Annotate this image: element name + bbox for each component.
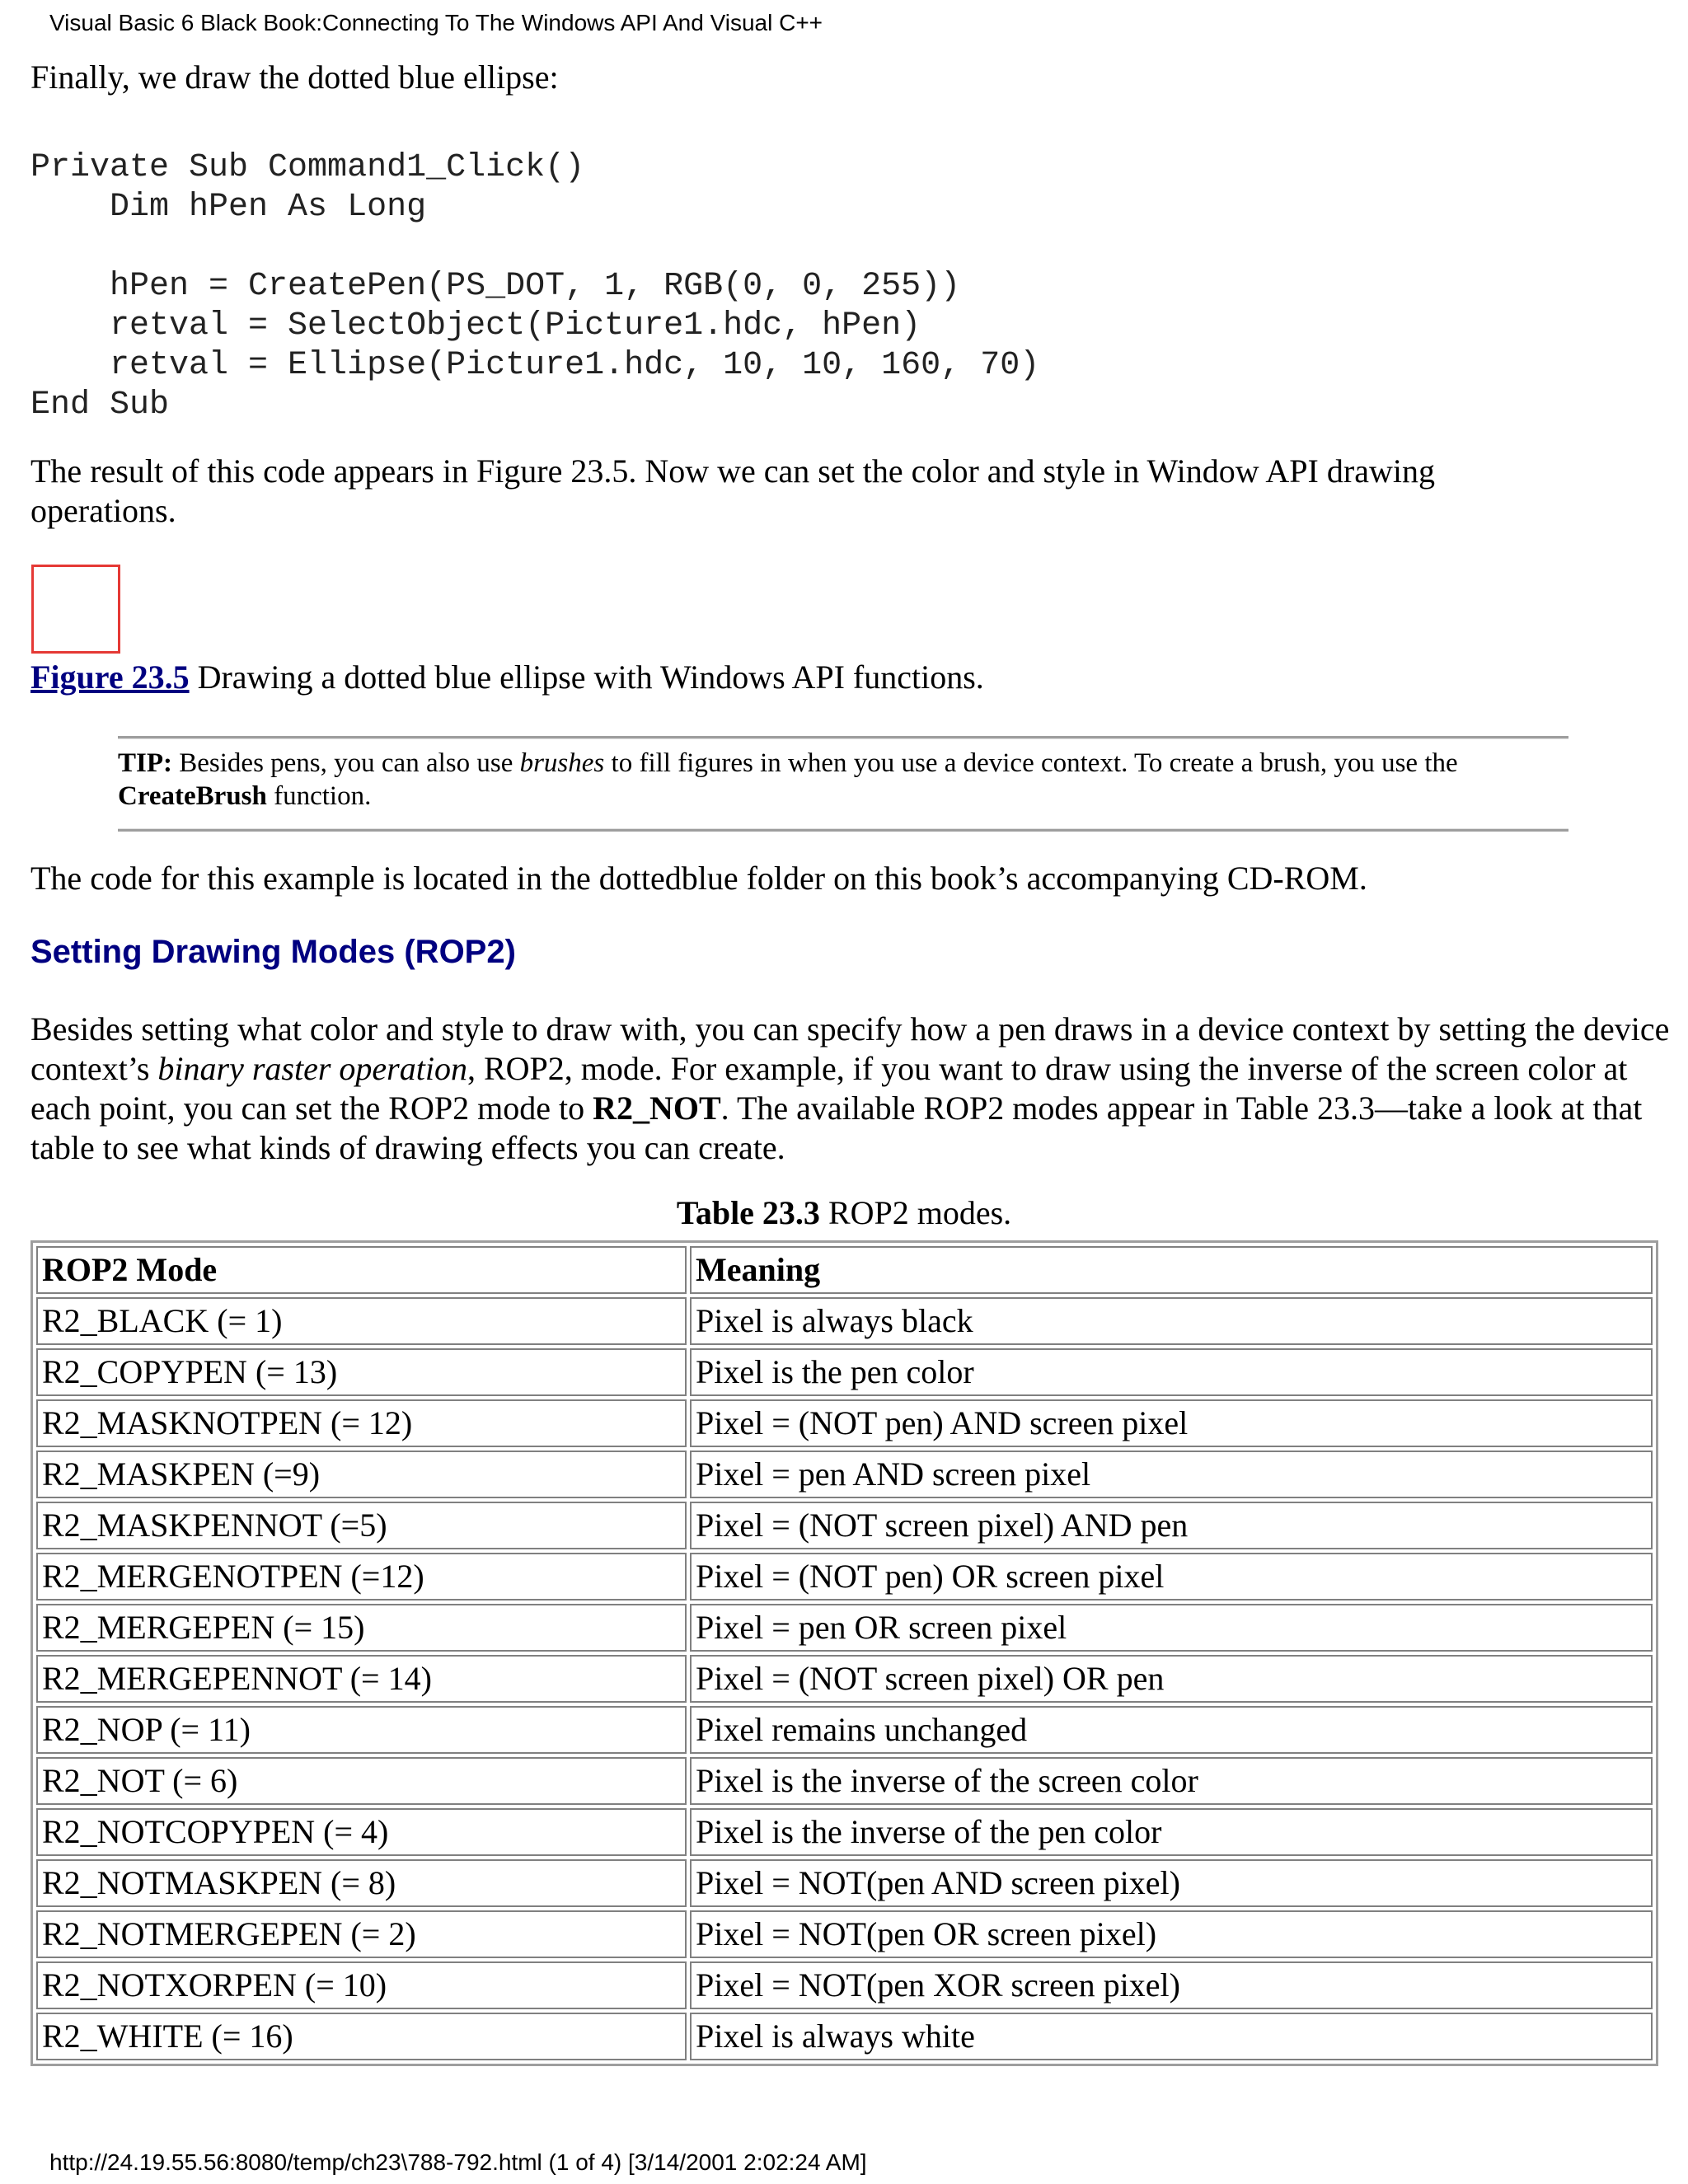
table-row — [36, 1451, 1653, 1498]
tip-label: TIP: — [118, 748, 172, 778]
figure-link[interactable]: Figure 23.5 — [30, 658, 190, 696]
body-paragraph — [30, 1010, 1671, 1168]
table-caption-label: Table 23.3 — [676, 1194, 820, 1231]
tip-part1: Besides pens, you can also use — [179, 748, 513, 778]
table-cell-meaning: Pixel = (NOT screen pixel) AND pen — [690, 1502, 1653, 1549]
table-cell-mode: R2_NOTMASKPEN (= 8) — [36, 1859, 687, 1907]
tip-emphasis: brushes — [519, 748, 605, 778]
tip-part2: to fill figures in when you use a device context. To create a brush, you use the — [611, 748, 1458, 778]
table-cell-mode: R2_NOT (= 6) — [36, 1757, 687, 1805]
table-caption — [0, 1193, 1688, 1232]
result-paragraph-line2: operations. — [30, 492, 176, 529]
table-cell-meaning: Pixel = NOT(pen AND screen pixel) — [690, 1859, 1653, 1907]
code-line: retval = Ellipse(Picture1.hdc, 10, 10, 160, 70) — [30, 347, 1040, 384]
table-row — [36, 1961, 1653, 2009]
table-cell-mode: R2_MASKPENNOT (=5) — [36, 1502, 687, 1549]
table-cell-meaning: Pixel is the inverse of the pen color — [690, 1808, 1653, 1856]
figure-caption — [30, 658, 984, 697]
table-cell-mode: R2_NOP (= 11) — [36, 1706, 687, 1754]
code-line: Private Sub Command1_Click() — [30, 149, 585, 186]
table-header-meaning: Meaning — [690, 1246, 1653, 1294]
table-cell-meaning: Pixel = pen AND screen pixel — [690, 1451, 1653, 1498]
table-row — [36, 1706, 1653, 1754]
table-cell-meaning: Pixel is the inverse of the screen color — [690, 1757, 1653, 1805]
result-paragraph — [30, 452, 1435, 531]
table-cell-meaning: Pixel = (NOT pen) OR screen pixel — [690, 1553, 1653, 1601]
table-row — [36, 1859, 1653, 1907]
section-heading: Setting Drawing Modes (ROP2) — [30, 934, 516, 970]
table-caption-text: ROP2 modes. — [828, 1194, 1012, 1231]
table-cell-meaning: Pixel = (NOT screen pixel) OR pen — [690, 1655, 1653, 1703]
table-header-row — [36, 1246, 1653, 1294]
table-cell-mode: R2_MASKNOTPEN (= 12) — [36, 1399, 687, 1447]
table-cell-meaning: Pixel is always white — [690, 2013, 1653, 2060]
table-cell-meaning: Pixel = pen OR screen pixel — [690, 1604, 1653, 1652]
table-row — [36, 1757, 1653, 1805]
figure-caption-text: Drawing a dotted blue ellipse with Windows API functions. — [197, 658, 984, 696]
tip-part3: function. — [274, 781, 372, 811]
table-cell-mode: R2_MERGENOTPEN (=12) — [36, 1553, 687, 1601]
page-header-title: Visual Basic 6 Black Book:Connecting To The Windows API And Visual C++ — [49, 10, 823, 35]
code-line: End Sub — [30, 387, 170, 424]
table-header-mode: ROP2 Mode — [36, 1246, 687, 1294]
code-line — [30, 227, 1039, 267]
tip-function-name: CreateBrush — [118, 781, 267, 811]
table-cell-mode: R2_MASKPEN (=9) — [36, 1451, 687, 1498]
table-row — [36, 1808, 1653, 1856]
table-cell-meaning: Pixel is always black — [690, 1297, 1653, 1345]
table-row — [36, 1910, 1653, 1958]
table-cell-meaning: Pixel = NOT(pen XOR screen pixel) — [690, 1961, 1653, 2009]
code-location-paragraph: The code for this example is located in the dottedblue folder on this book’s accompanying CD-ROM. — [30, 860, 1367, 897]
table-row — [36, 1348, 1653, 1396]
table-row — [36, 2013, 1653, 2060]
table-cell-mode: R2_MERGEPEN (= 15) — [36, 1604, 687, 1652]
code-line: retval = SelectObject(Picture1.hdc, hPen) — [30, 307, 921, 344]
table-row — [36, 1502, 1653, 1549]
body-part1: Besides setting what color and style to draw with, you can specify how a pen draws in a device context by setting the device context’s — [30, 1010, 1670, 1087]
table-row — [36, 1553, 1653, 1601]
table-row — [36, 1655, 1653, 1703]
table-cell-meaning: Pixel = NOT(pen OR screen pixel) — [690, 1910, 1653, 1958]
table-cell-mode: R2_MERGEPENNOT (= 14) — [36, 1655, 687, 1703]
tip-text — [118, 747, 1568, 813]
rop2-modes-table — [30, 1240, 1658, 2066]
body-part2: , ROP2, mode. For example, if you want to draw using the inverse of the screen color at each point, you can set the ROP2 mode to — [30, 1050, 1628, 1127]
code-line: Dim hPen As Long — [30, 189, 427, 226]
table-cell-mode: R2_WHITE (= 16) — [36, 2013, 687, 2060]
table-cell-mode: R2_NOTXORPEN (= 10) — [36, 1961, 687, 2009]
body-italic: binary raster operation — [157, 1050, 467, 1087]
table-cell-meaning: Pixel = (NOT pen) AND screen pixel — [690, 1399, 1653, 1447]
table-row — [36, 1297, 1653, 1345]
code-block — [30, 148, 1039, 425]
body-part3: . The available ROP2 modes appear in Table 23.3—take a look at that table to see what kinds of drawing effects you can create. — [30, 1090, 1643, 1166]
result-paragraph-line1: The result of this code appears in Figure 23.5. Now we can set the color and style in Window API drawing — [30, 452, 1435, 490]
intro-paragraph: Finally, we draw the dotted blue ellipse: — [30, 59, 559, 96]
table-row — [36, 1399, 1653, 1447]
table-cell-meaning: Pixel remains unchanged — [690, 1706, 1653, 1754]
page-footer-url: http://24.19.55.56:8080/temp/ch23\788-792.html (1 of 4) [3/14/2001 2:02:24 AM] — [49, 2149, 867, 2175]
table-cell-meaning: Pixel is the pen color — [690, 1348, 1653, 1396]
body-bold: R2_NOT — [593, 1090, 721, 1127]
figure-image-placeholder — [31, 565, 120, 654]
table-cell-mode: R2_COPYPEN (= 13) — [36, 1348, 687, 1396]
table-cell-mode: R2_NOTMERGEPEN (= 2) — [36, 1910, 687, 1958]
table-row — [36, 1604, 1653, 1652]
table-cell-mode: R2_NOTCOPYPEN (= 4) — [36, 1808, 687, 1856]
table-cell-mode: R2_BLACK (= 1) — [36, 1297, 687, 1345]
code-line: hPen = CreatePen(PS_DOT, 1, RGB(0, 0, 255)) — [30, 268, 961, 305]
